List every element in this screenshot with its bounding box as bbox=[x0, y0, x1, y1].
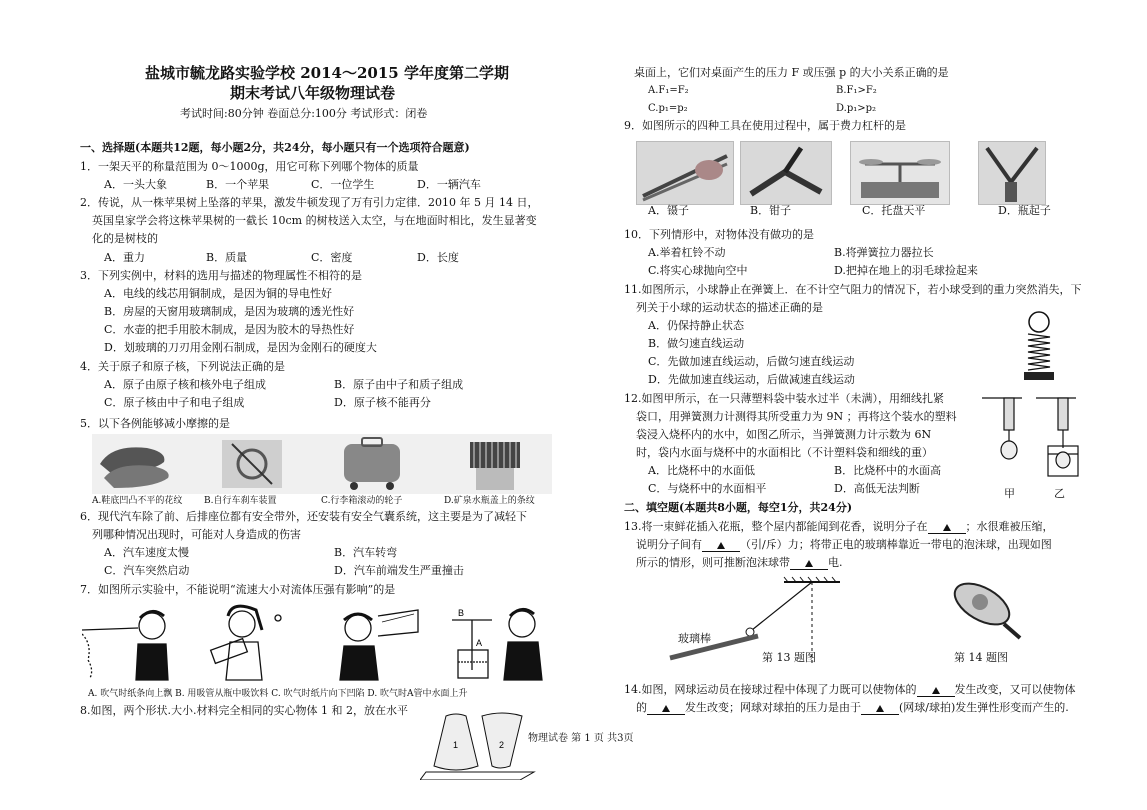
q5-stem: 5．以下各例能够减小摩擦的是 bbox=[80, 417, 230, 430]
q14-blank-3[interactable] bbox=[861, 702, 899, 715]
q14-line1-b: 发生改变，又可以使物体 bbox=[954, 683, 1076, 696]
q12-option-a: A．比烧杯中的水面低 bbox=[648, 464, 755, 477]
q13-line3-a: 所示的情形，则可推断泡沫球带 bbox=[636, 556, 790, 569]
q10-option-c: C.将实心球抛向空中 bbox=[648, 264, 748, 277]
q6-line2: 列哪种情况出现时，可能对人身造成的伤害 bbox=[92, 528, 301, 541]
q6-option-a: A．汽车速度太慢 bbox=[104, 546, 189, 559]
q3-option-d: D．划玻璃的刀刃用金刚石制成，是因为金刚石的硬度大 bbox=[104, 341, 377, 354]
q1-option-b: B．一个苹果 bbox=[206, 178, 270, 191]
q14-line2-b: 发生改变；网球对球拍的压力是由于 bbox=[685, 701, 861, 714]
q5-figure-svg bbox=[92, 434, 552, 494]
figure-jia-scale bbox=[982, 398, 1022, 459]
q8-option-d: D.p₁>p₂ bbox=[836, 103, 877, 114]
q9-stem: 9．如图所示的四种工具在使用过程中，属于费力杠杆的是 bbox=[624, 119, 906, 132]
q1-option-d: D．一辆汽车 bbox=[417, 178, 481, 191]
figure-label-jia: 甲 bbox=[1004, 487, 1015, 500]
object-2-label: 2 bbox=[499, 740, 505, 750]
q8-figure-svg bbox=[420, 708, 540, 780]
q5-option-d: D.矿泉水瓶盖上的条纹 bbox=[444, 496, 535, 506]
tweezers-photo bbox=[636, 141, 734, 205]
q13-line1-b: ；水很难被压缩， bbox=[965, 520, 1054, 533]
q2-option-c: C．密度 bbox=[311, 251, 353, 264]
q2-option-b: B．质量 bbox=[206, 251, 248, 264]
triangle-icon bbox=[662, 705, 670, 712]
q13-line2-a: 说明分子间有 bbox=[636, 538, 702, 551]
q5-option-a: A.鞋底凹凸不平的花纹 bbox=[92, 496, 183, 506]
girl-drinking-straw bbox=[211, 606, 281, 680]
q9-option-c: C．托盘天平 bbox=[862, 204, 926, 217]
q1-stem: 1．一架天平的称量范围为 0～1000g，用它可称下列哪个物体的质量 bbox=[80, 160, 419, 173]
q11-option-d: D．先做加速直线运动，后做减速直线运动 bbox=[648, 373, 855, 386]
figure-14-caption: 第 14 题图 bbox=[954, 651, 1008, 664]
figure-yi-scale bbox=[1036, 398, 1078, 476]
tube-label-a: A bbox=[476, 638, 483, 648]
q2-line3: 化的是树枝的 bbox=[92, 232, 158, 245]
q7-stem: 7．如图所示实验中，不能说明“流速大小对流体压强有影响”的是 bbox=[80, 583, 396, 596]
q13-line3 bbox=[636, 556, 843, 570]
tube-label-b: B bbox=[458, 608, 465, 618]
spring bbox=[1028, 334, 1050, 370]
q2-line2: 英国皇家学会将这株苹果树的一截长 10cm 的树枝送入太空，与在地面时相比，发生显著变 bbox=[92, 214, 537, 227]
triangle-icon bbox=[805, 560, 813, 567]
q6-option-b: B．汽车转弯 bbox=[334, 546, 398, 559]
glass-rod-label: 玻璃棒 bbox=[678, 632, 711, 645]
q11-line2: 列关于小球的运动状态的描述正确的是 bbox=[636, 301, 823, 314]
q10-option-b: B.将弹簧拉力器拉长 bbox=[834, 246, 934, 259]
triangle-icon bbox=[932, 687, 940, 694]
q13-blank-1[interactable] bbox=[928, 521, 966, 534]
q12-figure bbox=[976, 388, 1106, 484]
q12-line4: 时，袋内水面与烧杯中的水面相比（不计塑料袋和细线的重） bbox=[636, 446, 933, 459]
suitcase-image bbox=[344, 438, 400, 490]
q10-stem: 10．下列情形中，对物体没有做功的是 bbox=[624, 228, 814, 241]
q3-option-a: A．电线的线芯用铜制成，是因为铜的导电性好 bbox=[104, 287, 332, 300]
q13-line2-b: （引/斥）力；将带正电的玻璃棒靠近一带电的泡沫球，出现如图 bbox=[740, 538, 1052, 551]
q6-option-d: D．汽车前端发生严重撞击 bbox=[334, 564, 464, 577]
q2-option-a: A．重力 bbox=[104, 251, 145, 264]
tennis-ball bbox=[972, 594, 988, 610]
page-footer: 物理试卷 第 1 页 共3页 bbox=[528, 733, 634, 744]
exam-info: 考试时间:80分钟 卷面总分:100分 考试形式：闭卷 bbox=[180, 107, 428, 120]
q11-option-c: C．先做加速直线运动，后做匀速直线运动 bbox=[648, 355, 855, 368]
q12-line1: 12.如图甲所示，在一只薄塑料袋中装水过半（未满），用细线扎紧 bbox=[624, 392, 944, 405]
q10-option-d: D.把掉在地上的羽毛球捡起来 bbox=[834, 264, 978, 277]
q6-line1: 6．现代汽车除了前、后排座位都有安全带外，还安装有安全气囊系统，这主要是为了减轻下 bbox=[80, 510, 527, 523]
q13-line1-a: 13.将一束鲜花插入花瓶，整个屋内都能闻到花香，说明分子在 bbox=[624, 520, 928, 533]
q4-stem: 4．关于原子和原子核，下列说法正确的是 bbox=[80, 360, 285, 373]
q8-option-b: B.F₁>F₂ bbox=[836, 85, 877, 96]
q9-option-b: B．钳子 bbox=[750, 204, 792, 217]
q14-line1 bbox=[624, 683, 1076, 697]
q12-line3: 袋浸入烧杯内的水中，如图乙所示，当弹簧测力计示数为 6N bbox=[636, 428, 932, 441]
q11-line1: 11.如图所示，小球静止在弹簧上．在不计空气阻力的情况下，若小球受到的重力突然消失，下 bbox=[624, 283, 1082, 296]
q8-continuation: 桌面上，它们对桌面产生的压力 F 或压强 p 的大小关系正确的是 bbox=[634, 66, 949, 79]
q12-option-d: D．高低无法判断 bbox=[834, 482, 920, 495]
q13-line3-b: 电. bbox=[828, 556, 843, 569]
q8-figure bbox=[420, 708, 540, 780]
q8-option-c: C.p₁=p₂ bbox=[648, 103, 688, 114]
q11-option-a: A．仍保持静止状态 bbox=[648, 319, 744, 332]
q10-option-a: A.举着杠铃不动 bbox=[648, 246, 726, 259]
q5-figure bbox=[92, 434, 552, 494]
racket-handle bbox=[1004, 624, 1020, 638]
q13-blank-3[interactable] bbox=[790, 557, 828, 570]
triangle-icon bbox=[943, 524, 951, 531]
q14-figure bbox=[946, 574, 1024, 640]
q2-option-d: D．长度 bbox=[417, 251, 459, 264]
tube-in-beaker-setup bbox=[452, 609, 542, 680]
figure-13-caption: 第 13 题图 bbox=[762, 651, 816, 664]
q14-blank-1[interactable] bbox=[917, 684, 955, 697]
q1-option-c: C．一位学生 bbox=[311, 178, 375, 191]
q7-figure-svg bbox=[82, 600, 562, 682]
bike-brake-image bbox=[222, 440, 282, 488]
q7-figure bbox=[82, 600, 562, 682]
q14-line2 bbox=[636, 701, 1069, 715]
triangle-icon bbox=[876, 705, 884, 712]
q13-blank-2[interactable] bbox=[702, 539, 740, 552]
q12-option-c: C．与烧杯中的水面相平 bbox=[648, 482, 767, 495]
q5-option-b: B.自行车刹车装置 bbox=[204, 496, 277, 506]
q4-option-c: C．原子核由中子和电子组成 bbox=[104, 396, 245, 409]
pliers-photo bbox=[740, 141, 832, 205]
thread bbox=[752, 582, 812, 630]
figure-label-yi: 乙 bbox=[1054, 487, 1065, 500]
q9-option-d: D．瓶起子 bbox=[998, 204, 1051, 217]
q13-line1 bbox=[624, 520, 1054, 534]
q4-option-b: B．原子由中子和质子组成 bbox=[334, 378, 464, 391]
bottle-opener-photo bbox=[978, 141, 1046, 205]
shoe-sole-image bbox=[100, 447, 169, 488]
q12-line2: 袋口，用弹簧测力计测得其所受重力为 9N ；再将这个装水的塑料 bbox=[636, 410, 957, 423]
q13-figure bbox=[662, 574, 852, 666]
q3-stem: 3．下列实例中，材料的选用与描述的物理属性不相符的是 bbox=[80, 269, 362, 282]
boy-blowing-paper-sheets bbox=[340, 610, 418, 680]
q9-option-a: A．镊子 bbox=[648, 204, 689, 217]
q5-option-c: C.行李箱滚动的轮子 bbox=[321, 496, 403, 506]
base bbox=[1024, 372, 1054, 380]
bottle-cap-image bbox=[470, 442, 520, 490]
q8-stem: 8.如图，两个形状.大小.材料完全相同的实心物体 1 和 2，放在水平 bbox=[80, 704, 408, 717]
triangle-icon bbox=[717, 542, 725, 549]
q4-option-d: D．原子核不能再分 bbox=[334, 396, 431, 409]
q11-option-b: B．做匀速直线运动 bbox=[648, 337, 745, 350]
q14-blank-2[interactable] bbox=[647, 702, 685, 715]
ball bbox=[1029, 312, 1049, 332]
q4-option-a: A．原子由原子核和核外电子组成 bbox=[104, 378, 266, 391]
q14-line2-a: 的 bbox=[636, 701, 647, 714]
boy-blowing-paper-strip bbox=[82, 611, 168, 680]
q3-option-b: B．房屋的天窗用玻璃制成，是因为玻璃的透光性好 bbox=[104, 305, 355, 318]
q13-line2 bbox=[636, 538, 1052, 552]
q1-option-a: A．一头大象 bbox=[104, 178, 167, 191]
spring-ball-figure bbox=[1022, 310, 1056, 382]
section-fill-heading: 二、填空题(本题共8小题，每空1分，共24分) bbox=[624, 501, 853, 514]
q12-option-b: B．比烧杯中的水面高 bbox=[834, 464, 942, 477]
q3-option-c: C．水壶的把手用胶木制成，是因为胶木的导热性好 bbox=[104, 323, 355, 336]
section-choice-heading: 一、选择题(本题共12题，每小题2分，共24分，每小题只有一个选项符合题意) bbox=[80, 141, 470, 154]
exam-title-line2: 期末考试八年级物理试卷 bbox=[230, 84, 396, 102]
q14-line1-a: 14.如图，网球运动员在接球过程中体现了力既可以使物体的 bbox=[624, 683, 917, 696]
q14-line2-c: (网球/球拍)发生弹性形变而产生的. bbox=[899, 701, 1069, 714]
exam-title-line1: 盐城市毓龙路实验学校 2014～2015 学年度第二学期 bbox=[145, 64, 509, 82]
q7-caption: A. 吹气时纸条向上飘 B. 用吸管从瓶中吸饮料 C. 吹气时纸片向下凹陷 D. 吹气时A管中水面上升 bbox=[88, 689, 468, 699]
balance-photo bbox=[850, 141, 950, 205]
object-1-label: 1 bbox=[453, 740, 459, 750]
q8-option-a: A.F₁=F₂ bbox=[648, 85, 689, 96]
q6-option-c: C．汽车突然启动 bbox=[104, 564, 190, 577]
q2-line1: 2．传说，从一株苹果树上坠落的苹果，激发牛顿发现了万有引力定律．2010 年 5 月 14 日， bbox=[80, 196, 539, 209]
